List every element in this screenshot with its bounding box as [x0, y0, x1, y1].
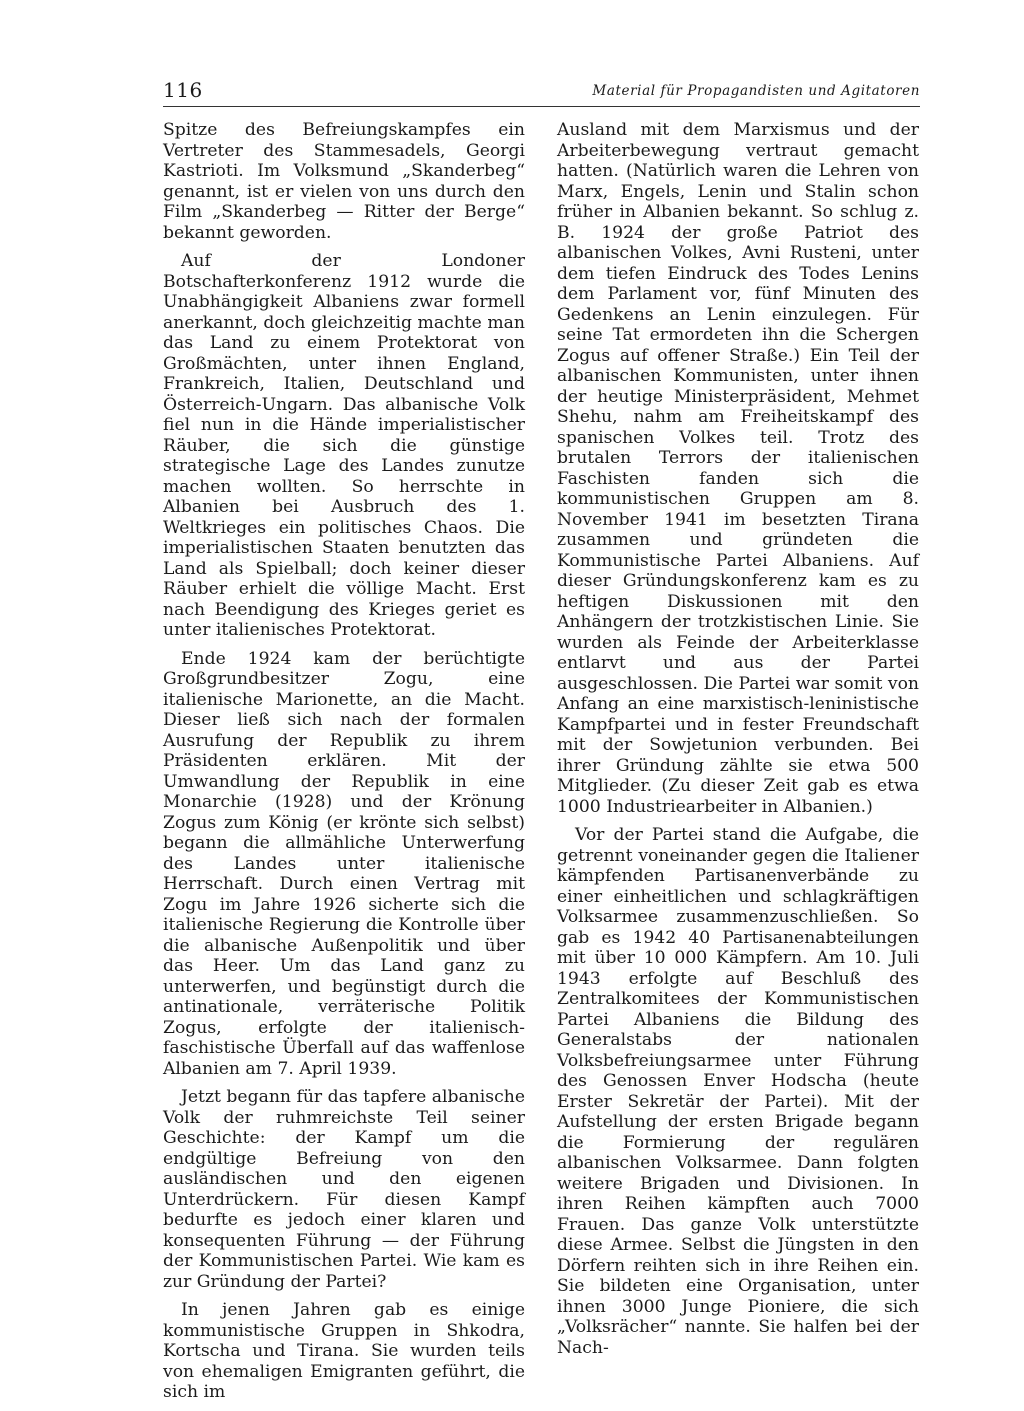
running-title: Material für Propagandisten und Agitatoren [592, 83, 920, 99]
paragraph: Jetzt begann für das tapfere albanische Volk der ruhmreichste Teil seiner Geschichte: der Kampf um die endgültige Befreiung von den ausländischen und den eigenen Unterdrückern. Für diesen Kampf bedurfte es jedoch einer klaren und konsequenten Führung — der Führung der Kommunistischen Partei. Wie kam es zur Gründung der Partei? [163, 1087, 525, 1292]
paragraph: Vor der Partei stand die Aufgabe, die getrennt voneinander gegen die Italiener kämpfenden Partisanenverbände zu einer einheitlichen und schlagkräftigen Volksarmee zusammenzuschließen. So gab es 1942 40 Partisanenabteilungen mit über 10 000 Kämpfern. Am 10. Juli 1943 erfolgte auf Beschluß des Zentralkomitees der Kommunistischen Partei Albaniens die Bildung des Generalstabs der nationalen Volksbefreiungsarmee unter Führung des Genossen Enver Hodscha (heute Erster Sekretär der Partei). Mit der Aufstellung der ersten Brigade begann die Formierung der regulären albanischen Volksarmee. Dann folgten weitere Brigaden und Divisionen. In ihren Reihen kämpften auch 7000 Frauen. Das ganze Volk unterstützte diese Armee. Selbst die Jüngsten in den Dörfern reihten sich in ihre Reihen ein. Sie bildeten eine Organisation, unter ihnen 3000 Junge Pioniere, die sich „Volksrächer“ nannte. Sie halfen bei der Nach- [557, 825, 919, 1358]
paragraph: Ende 1924 kam der berüchtigte Großgrundbesitzer Zogu, eine italienische Marionette, an die Macht. Dieser ließ sich nach der formalen Ausrufung der Republik zu ihrem Präsidenten erklären. Mit der Umwandlung der Republik in eine Monarchie (1928) und der Krönung Zogus zum König (er krönte sich selbst) begann die allmähliche Unterwerfung des Landes unter italienische Herrschaft. Durch einen Vertrag mit Zogu im Jahre 1926 sicherte sich die italienische Regierung die Kontrolle über die albanische Außenpolitik und über das Heer. Um das Land ganz zu unterwerfen, und begünstigt durch die antinationale, verräterische Politik Zogus, erfolgte der italienisch-faschistische Überfall auf das waffenlose Albanien am 7. April 1939. [163, 648, 525, 1079]
page-header [163, 78, 920, 107]
paragraph: Auf der Londoner Botschafterkonferenz 1912 wurde die Unabhängigkeit Albaniens zwar formell anerkannt, doch gleichzeitig machte man das Land zu einem Protektorat von Großmächten, unter ihnen England, Frankreich, Italien, Deutschland und Österreich-Ungarn. Das albanische Volk fiel nun in die Hände imperialistischer Räuber, die sich die günstige strategische Lage des Landes zunutze machen wollten. So herrschte in Albanien bei Ausbruch des 1. Weltkrieges ein politisches Chaos. Die imperialistischen Staaten benutzten das Land als Spielball; doch keiner dieser Räuber erhielt die völlige Macht. Erst nach Beendigung des Krieges geriet es unter italienisches Protektorat. [163, 251, 525, 640]
paragraph: Spitze des Befreiungskampfes ein Vertreter des Stammesadels, Georgi Kastrioti. Im Volksmund „Skanderbeg“ genannt, ist er vielen von uns durch den Film „Skanderbeg — Ritter der Berge“ bekannt geworden. [163, 120, 525, 243]
page-number: 116 [163, 78, 203, 102]
paragraph: In jenen Jahren gab es einige kommunistische Gruppen in Shkodra, Kortscha und Tirana. Sie wurden teils von ehemaligen Emigranten geführt, die sich im [163, 1300, 525, 1402]
paragraph: Ausland mit dem Marxismus und der Arbeiterbewegung vertraut gemacht hatten. (Natürlich waren die Lehren von Marx, Engels, Lenin und Stalin schon früher in Albanien bekannt. So schlug z. B. 1924 der große Patriot des albanischen Volkes, Avni Rusteni, unter dem tiefen Eindruck des Todes Lenins dem Parlament vor, fünf Minuten des Gedenkens an Lenin einzulegen. Für seine Tat ermordeten ihn die Schergen Zogus auf offener Straße.) Ein Teil der albanischen Kommunisten, unter ihnen der heutige Ministerpräsident, Mehmet Shehu, nahm am Freiheitskampf des spanischen Volkes teil. Trotz des brutalen Terrors der italienischen Faschisten fanden sich die kommunistischen Gruppen am 8. November 1941 im besetzten Tirana zusammen und gründeten die Kommunistische Partei Albaniens. Auf dieser Gründungskonferenz kam es zu heftigen Diskussionen mit den Anhängern der trotzkistischen Linie. Sie wurden als Feinde der Arbeiterklasse entlarvt und aus der Partei ausgeschlossen. Die Partei war somit von Anfang an eine marxistisch-leninistische Kampfpartei und in fester Freundschaft mit der Sowjetunion verbunden. Bei ihrer Gründung zählte sie etwa 500 Mitglieder. (Zu dieser Zeit gab es etwa 1000 Industriearbeiter in Albanien.) [557, 120, 919, 817]
right-column [557, 120, 919, 1366]
left-column [163, 120, 525, 1411]
